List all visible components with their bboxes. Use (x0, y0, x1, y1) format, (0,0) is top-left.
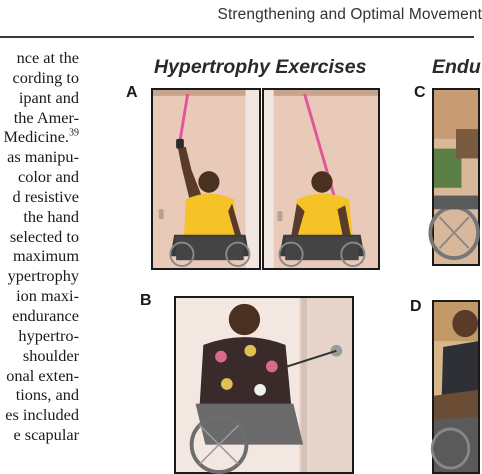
body-line: nce at the (16, 48, 79, 67)
body-line: as manipu- (7, 147, 79, 167)
body-line: cording to (12, 67, 79, 87)
header-rule (0, 36, 474, 38)
body-line: shoulder (22, 345, 79, 365)
body-line: onal exten- (6, 365, 79, 385)
section-title-hypertrophy: Hypertrophy Exercises (154, 56, 367, 78)
body-line: ypertrophy (7, 266, 79, 286)
body-line: maximum (12, 246, 79, 266)
photo-panel-a-raised (151, 88, 261, 270)
panel-label-d: D (410, 298, 422, 315)
body-line: ipant and (18, 87, 79, 107)
photo-panel-d (432, 300, 480, 474)
body-line: tions, and (15, 385, 79, 405)
section-title-endurance: Endu (432, 56, 481, 78)
body-line: e scapular (13, 425, 79, 445)
body-line-with-citation (0, 127, 79, 147)
photo-a-lowered-image (264, 90, 378, 268)
photo-panel-c (432, 88, 480, 266)
citation-superscript: 39 (69, 127, 79, 139)
body-line: endurance (12, 305, 79, 325)
body-line: the hand (23, 206, 79, 226)
body-line: the Amer- (13, 107, 79, 127)
photo-b-image (176, 298, 352, 472)
body-line: ion maxi- (16, 286, 79, 306)
photo-a-raised-image (153, 90, 259, 268)
body-line: color and (17, 167, 79, 187)
body-line: d resistive (12, 186, 79, 206)
photo-c-image (434, 90, 478, 264)
running-head: Strengthening and Optimal Movement (217, 6, 482, 23)
photo-panel-b (174, 296, 354, 474)
body-line: selected to (9, 226, 79, 246)
photo-d-image (434, 302, 478, 472)
body-line: es included (5, 405, 79, 425)
body-line: hypertro- (18, 325, 79, 345)
photo-panel-a-lowered (262, 88, 380, 270)
panel-label-b: B (140, 292, 152, 309)
panel-label-a: A (126, 84, 138, 101)
body-line-text: Medicine. (3, 127, 69, 147)
body-text-column (0, 48, 79, 445)
panel-label-c: C (414, 84, 426, 101)
